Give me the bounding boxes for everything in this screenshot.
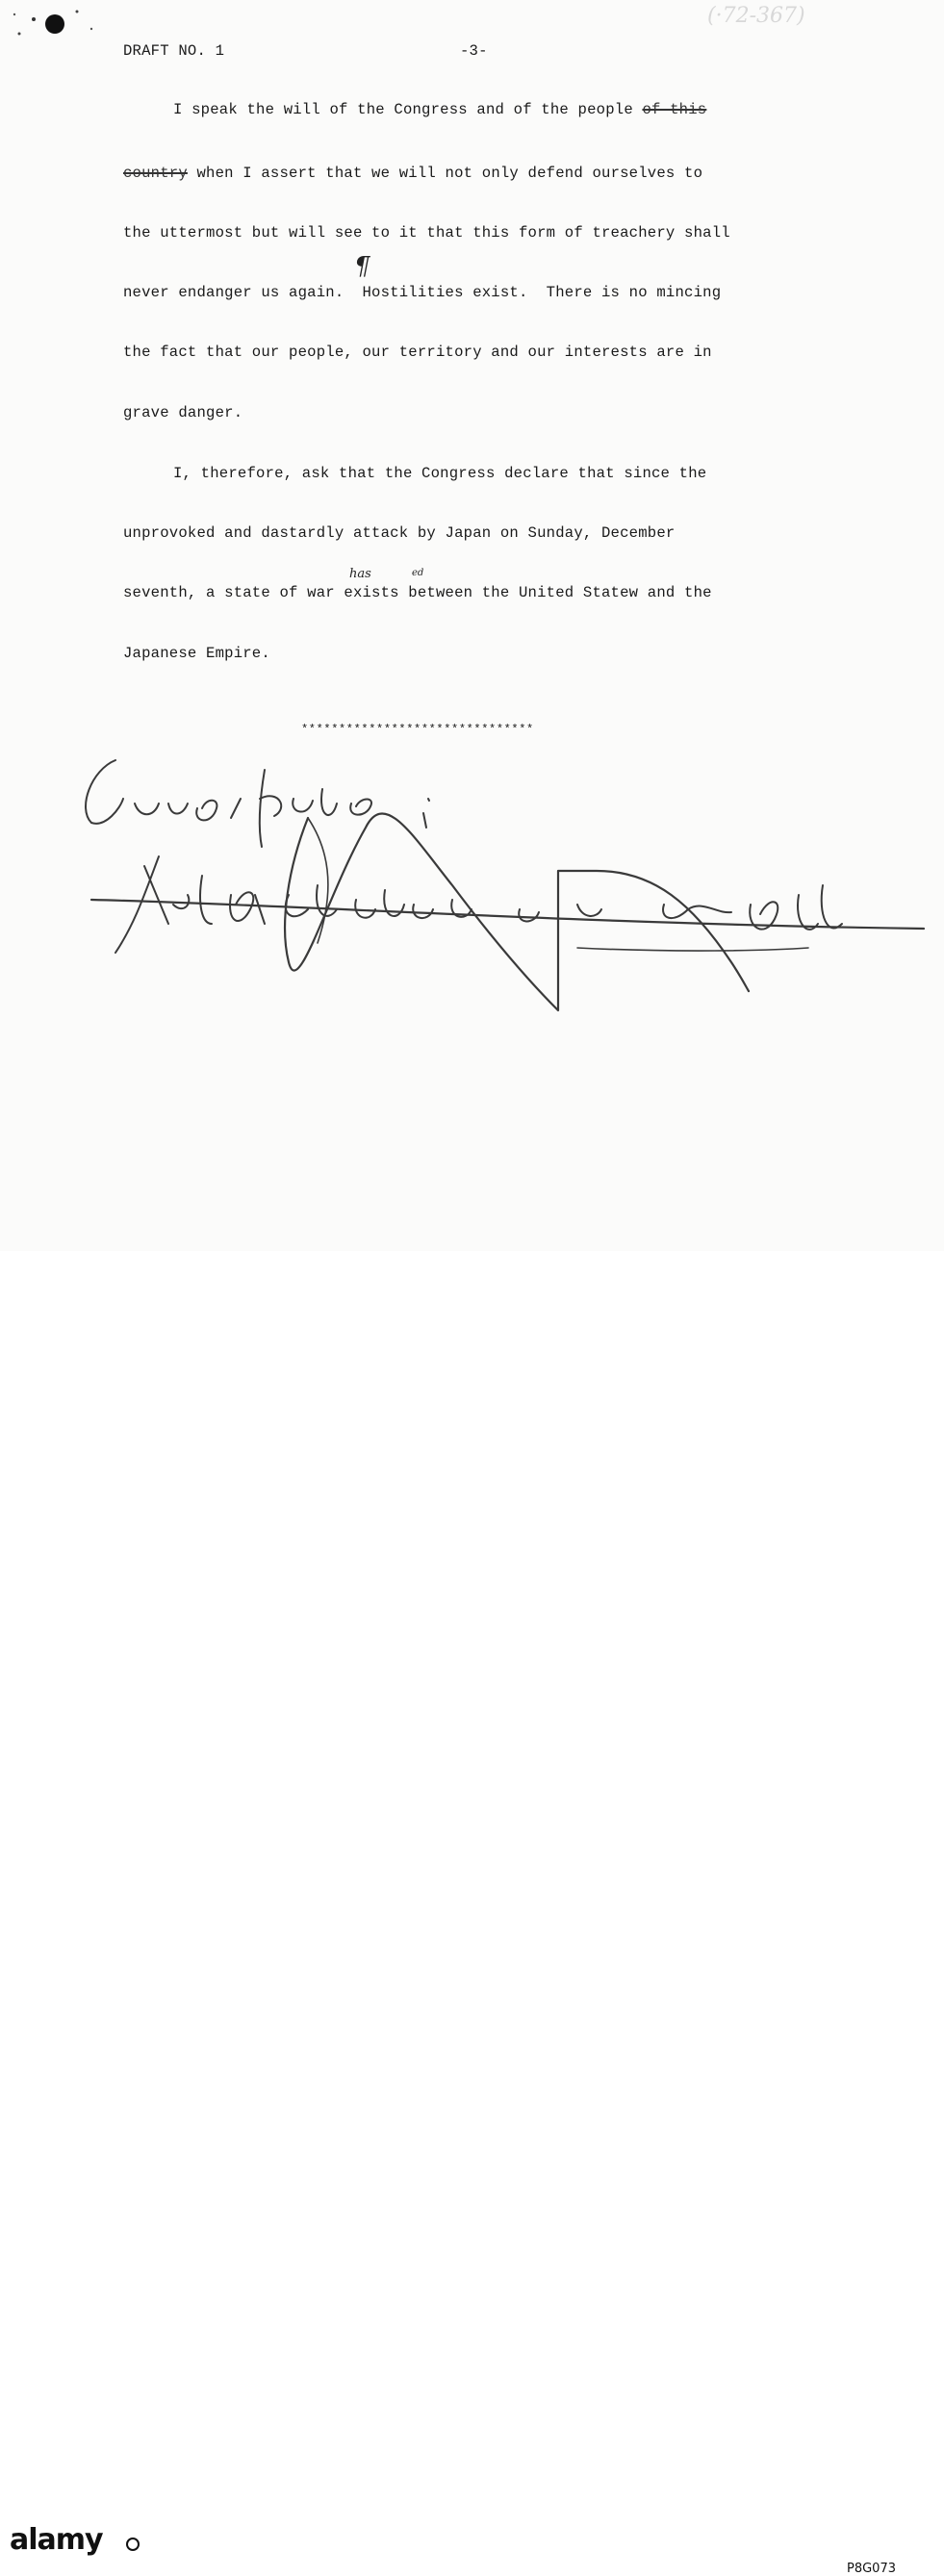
struck-text-of-this: of this xyxy=(642,101,707,118)
brand-logo: alamy xyxy=(10,2523,103,2557)
para1-line3: the uttermost but will see to it that this form of treachery shall xyxy=(123,224,730,242)
para2-line2: unprovoked and dastardly attack by Japan on Sunday, December xyxy=(123,524,676,542)
para1-line2-text: when I assert that we will not only defend ourselves to xyxy=(187,165,703,182)
paragraph-mark-insertion: ¶ xyxy=(354,252,370,281)
insertion-ed: ed xyxy=(412,568,424,578)
handwritten-strikeout-drawing xyxy=(0,0,944,1251)
para2-line4: Japanese Empire. xyxy=(123,645,270,662)
brand-icon xyxy=(125,2537,140,2552)
faint-annotation: (·72-367) xyxy=(707,4,805,28)
image-code: P8G073 xyxy=(847,2562,896,2576)
para1-line6: grave danger. xyxy=(123,404,243,421)
page-number: -3- xyxy=(460,42,488,60)
para1-line5: the fact that our people, our territory and our interests are in xyxy=(123,344,712,361)
watermark-band xyxy=(0,1251,944,2576)
para1-line4: never endanger us again. Hostilities exist. There is no mincing xyxy=(123,284,722,301)
separator-stars: ******************************* xyxy=(301,723,534,736)
para2-line3: seventh, a state of war exists between the United Statew and the xyxy=(123,584,712,601)
insertion-has: has xyxy=(349,567,371,581)
draft-label: DRAFT NO. 1 xyxy=(123,42,225,60)
struck-text-country: country xyxy=(123,165,188,182)
para1-line1-text: I speak the will of the Congress and of the people xyxy=(173,101,643,118)
para2-line1: I, therefore, ask that the Congress declare that since the xyxy=(173,465,707,482)
document-page xyxy=(0,0,944,1251)
